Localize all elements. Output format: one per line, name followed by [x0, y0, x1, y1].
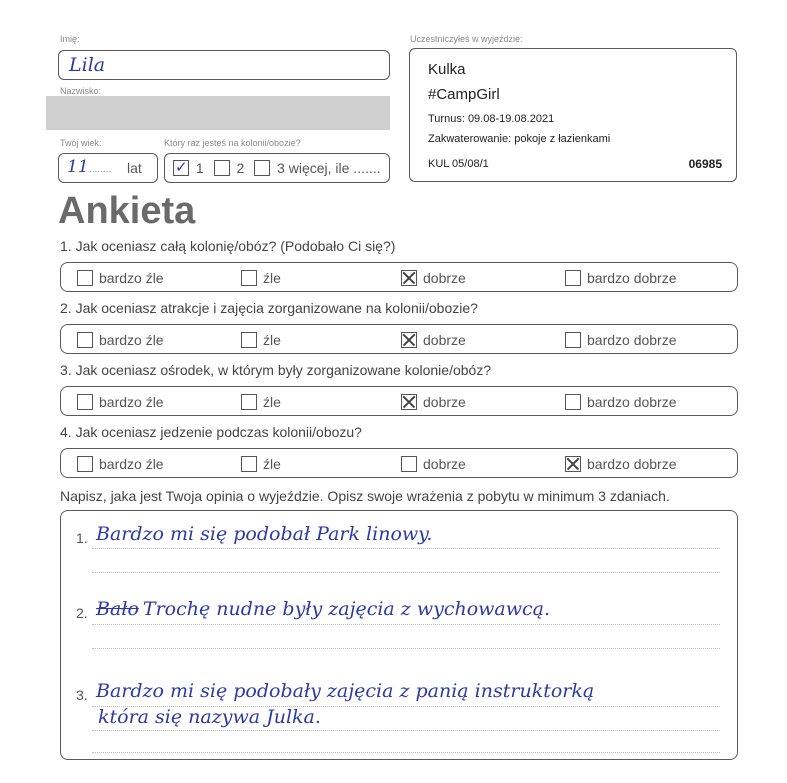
- option-label: bardzo źle: [99, 270, 164, 287]
- option-label: źle: [263, 270, 281, 287]
- ktory-raz-option-2: 2: [236, 160, 245, 177]
- question-4-option-1[interactable]: [77, 455, 164, 472]
- writing-line: [92, 624, 720, 625]
- option-label: źle: [263, 332, 281, 349]
- answer-2-line-1: [96, 598, 550, 620]
- writing-line: [92, 648, 720, 649]
- question-2-option-4[interactable]: [565, 331, 677, 348]
- writing-line: [92, 752, 720, 753]
- trip-code: KUL 05/08/1: [428, 158, 489, 170]
- question-2-text: 2. Jak oceniasz atrakcje i zajęcia zorganizowane na kolonii/obozie?: [60, 300, 478, 316]
- trip-zakwaterowanie: Zakwaterowanie: pokoje z łazienkami: [428, 133, 611, 145]
- checkbox-icon[interactable]: [565, 394, 581, 410]
- nazwisko-label: Nazwisko:: [60, 86, 102, 96]
- question-2-option-3[interactable]: [401, 331, 466, 348]
- option-label: dobrze: [423, 332, 466, 349]
- question-4-option-2[interactable]: [241, 455, 281, 472]
- checkbox-icon[interactable]: [565, 456, 581, 472]
- checkbox-icon[interactable]: [77, 270, 93, 286]
- wiek-unit: lat: [127, 160, 142, 176]
- checkbox-icon[interactable]: [77, 456, 93, 472]
- answer-1-line-1: [96, 523, 432, 545]
- checkbox-icon[interactable]: [565, 270, 581, 286]
- answer-text: Trochę nudne były zajęcia z wychowawcą.: [142, 598, 551, 620]
- checkbox-icon[interactable]: [241, 270, 257, 286]
- question-1-option-1[interactable]: [77, 269, 164, 286]
- question-3-options: [60, 386, 738, 416]
- trip-name: Kulka: [428, 61, 466, 78]
- option-label: źle: [263, 456, 281, 473]
- trip-turnus: Turnus: 09.08-19.08.2021: [428, 113, 555, 125]
- question-1-options: [60, 262, 738, 292]
- checkbox-icon[interactable]: [241, 456, 257, 472]
- ktory-raz-field[interactable]: [164, 153, 390, 183]
- checkbox-icon[interactable]: [565, 332, 581, 348]
- answer-3-line-1: [96, 680, 594, 702]
- trip-number: 06985: [688, 157, 722, 171]
- imie-label: Imię:: [60, 34, 80, 44]
- question-4-text: 4. Jak oceniasz jedzenie podczas kolonii/obozu?: [60, 424, 362, 440]
- checkbox-icon[interactable]: [401, 332, 417, 348]
- question-1-option-3[interactable]: [401, 269, 466, 286]
- imie-field[interactable]: [58, 50, 390, 80]
- answer-text: Bardzo mi się podobały zajęcia z panią instruktorką: [96, 680, 595, 702]
- ktory-raz-checkbox-2[interactable]: [214, 160, 230, 176]
- answer-3-line-2: [98, 706, 321, 728]
- writing-line: [92, 730, 720, 731]
- checkbox-icon[interactable]: [77, 332, 93, 348]
- checkbox-icon[interactable]: [241, 394, 257, 410]
- survey-title: Ankieta: [58, 190, 196, 232]
- writing-line: [92, 706, 720, 707]
- question-2-option-2[interactable]: [241, 331, 281, 348]
- option-label: bardzo źle: [99, 456, 164, 473]
- ktory-raz-checkbox-1[interactable]: [173, 160, 189, 176]
- checkbox-icon[interactable]: [401, 456, 417, 472]
- answer-2-number: 2.: [76, 605, 88, 621]
- ktory-raz-option-3: 3 więcej, ile .......: [277, 160, 381, 177]
- question-3-text: 3. Jak oceniasz ośrodek, w którym były zorganizowane kolonie/obóz?: [60, 362, 492, 378]
- ktory-raz-option-1: 1: [195, 160, 204, 177]
- question-2-options: [60, 324, 738, 354]
- answer-text: Bardzo mi się podobał Park linowy.: [96, 523, 433, 545]
- option-label: bardzo źle: [99, 394, 164, 411]
- option-label: bardzo źle: [99, 332, 164, 349]
- option-label: bardzo dobrze: [587, 456, 677, 473]
- wiek-label: Twój wiek:: [60, 138, 102, 148]
- trip-label: Uczestniczyłeś w wyjeździe:: [410, 34, 523, 44]
- writing-line: [92, 548, 720, 549]
- option-label: bardzo dobrze: [587, 394, 677, 411]
- answer-2-struck: Bało: [96, 598, 139, 620]
- option-label: bardzo dobrze: [587, 270, 677, 287]
- nazwisko-redacted: [46, 96, 390, 130]
- option-label: dobrze: [423, 394, 466, 411]
- option-label: dobrze: [423, 456, 466, 473]
- answer-text: która się nazywa Julka.: [98, 706, 321, 728]
- checkbox-icon[interactable]: [77, 394, 93, 410]
- writing-line: [92, 572, 720, 573]
- question-1-text: 1. Jak oceniasz całą kolonię/obóz? (Podobało Ci się?): [60, 238, 396, 254]
- answer-1-number: 1.: [76, 530, 88, 546]
- question-4-options: [60, 448, 738, 478]
- wiek-value: 11: [67, 157, 89, 177]
- option-label: źle: [263, 394, 281, 411]
- imie-value: Lila: [69, 54, 106, 76]
- wiek-field[interactable]: 11 ........ lat: [58, 153, 158, 183]
- question-3-option-2[interactable]: [241, 393, 281, 410]
- checkbox-icon[interactable]: [401, 394, 417, 410]
- question-3-option-1[interactable]: [77, 393, 164, 410]
- checkbox-icon[interactable]: [401, 270, 417, 286]
- question-3-option-4[interactable]: [565, 393, 677, 410]
- question-3-option-3[interactable]: [401, 393, 466, 410]
- question-1-option-4[interactable]: [565, 269, 677, 286]
- ktory-raz-checkbox-3[interactable]: [254, 160, 270, 176]
- opinion-prompt: Napisz, jaka jest Twoja opinia o wyjeździe. Opisz swoje wrażenia z pobytu w minimum 3 zdaniach.: [60, 488, 670, 504]
- trip-box: [409, 48, 737, 182]
- question-2-option-1[interactable]: [77, 331, 164, 348]
- ktory-raz-label: Który raz jesteś na kolonii/obozie?: [164, 138, 301, 148]
- answer-3-number: 3.: [76, 687, 88, 703]
- question-4-option-4[interactable]: [565, 455, 677, 472]
- question-1-option-2[interactable]: [241, 269, 281, 286]
- option-label: dobrze: [423, 270, 466, 287]
- option-label: bardzo dobrze: [587, 332, 677, 349]
- question-4-option-3[interactable]: [401, 455, 466, 472]
- checkbox-icon[interactable]: [241, 332, 257, 348]
- trip-hashtag: #CampGirl: [428, 86, 500, 103]
